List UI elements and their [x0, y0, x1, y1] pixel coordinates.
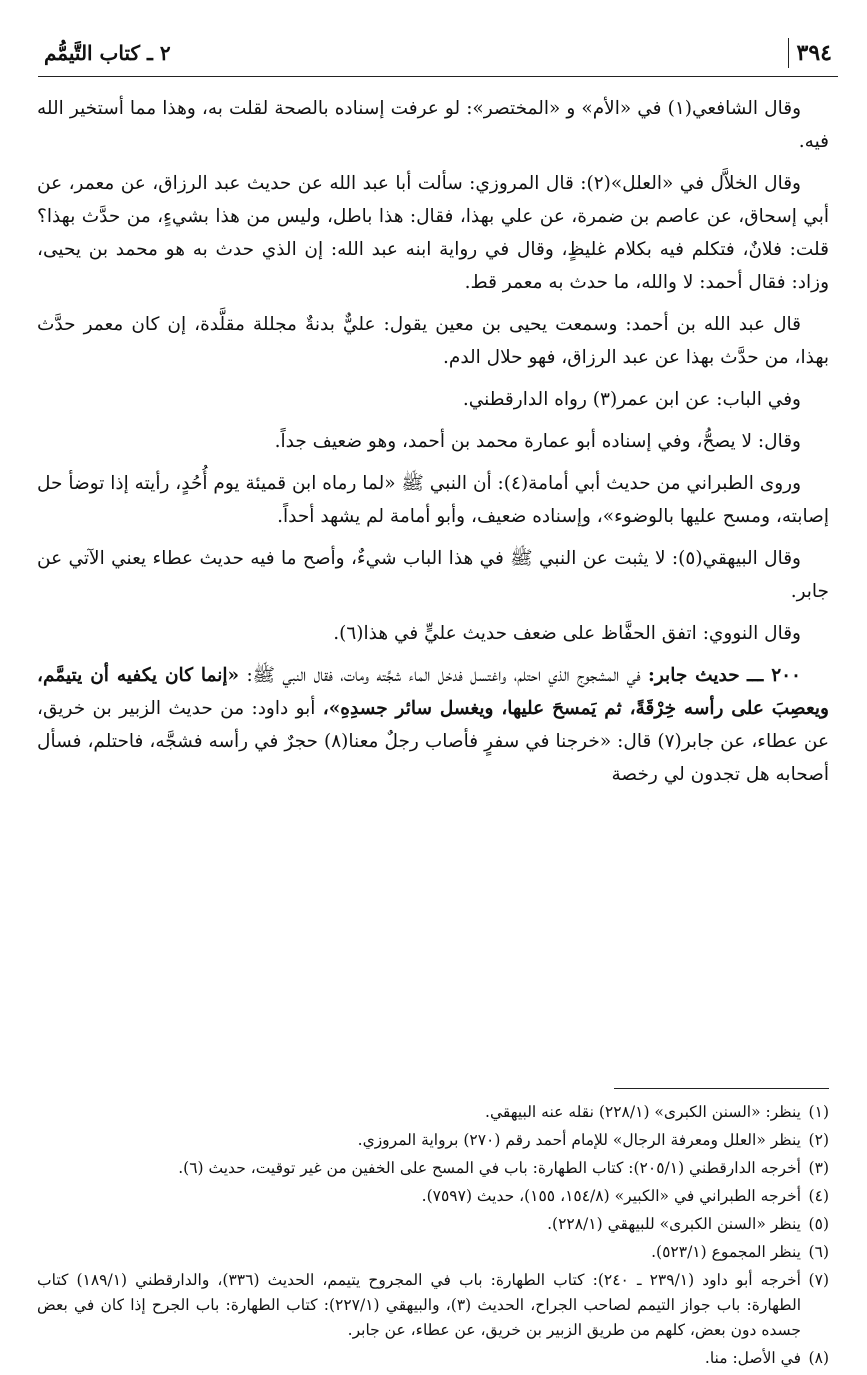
footnote-number: (٨): [808, 1349, 829, 1367]
paragraph-5: وقال: لا يصحُّ، وفي إسناده أبو عمارة محمد بن أحمد، وهو ضعيف جداً.: [274, 431, 801, 452]
paragraph-6: وروى الطبراني من حديث أبي أمامة(٤): أن النبي ﷺ «لما رماه ابن قميئة يوم أُحُدٍ، رأيته إذا توضأ حل إصابته، ومسح عليها بالوضوء»، وإسناده ضعيف، وأبو أمامة لم يشهد أحداً.: [37, 473, 829, 527]
paragraph-4: وفي الباب: عن ابن عمر(٣) رواه الدارقطني.: [462, 389, 801, 410]
footnote-text: أخرجه الطبراني في «الكبير» (١٥٤/٨، ١٥٥)، حديث (٧٥٩٧).: [421, 1187, 801, 1205]
footnote-text: ينظر: «السنن الكبرى» (٢٢٨/١) نقله عنه البيهقي.: [485, 1103, 801, 1121]
footnote-6: [37, 1240, 829, 1265]
footnote-7: [37, 1268, 829, 1343]
footnote-text: أخرجه أبو داود (٢٣٩/١ ـ ٢٤٠): كتاب الطهارة: باب في المجروح يتيمم، الحديث (٣٣٦)، والدارقطني (١٨٩/١) كتاب الطهارة: باب جواز التيمم لصاحب الجراح، الحديث (٣)، والبيهقي (٢٢٧/١): كتاب الطهارة: باب الجرح إذا كان في بعض جسده دون بعض، كلهم من طريق الزبير بن خريق، عن عطاء، عن جابر.: [37, 1271, 801, 1339]
footnotes: [37, 1100, 829, 1374]
footnote-2: [37, 1128, 829, 1153]
hadith-number: ٢٠٠ ـــ: [747, 665, 801, 686]
footnote-1: [37, 1100, 829, 1125]
footnote-number: (٥): [808, 1215, 829, 1233]
main-text: [37, 92, 829, 800]
footnote-3: [37, 1156, 829, 1181]
hadith-quote: «إنما كان يكفيه أن يتيمَّم، ويعصِبَ على رأسه خِرْقَةً، ثم يَمسحَ عليها، ويغسل سائر جسدِهِ»،: [37, 665, 829, 719]
footnote-number: (٣): [808, 1159, 829, 1177]
footnote-number: (٧): [808, 1271, 829, 1289]
footnote-number: (٢): [808, 1131, 829, 1149]
footnote-text: ينظر «السنن الكبرى» للبيهقي (٢٢٨/١).: [547, 1215, 801, 1233]
footnote-text: ينظر المجموع (٥٢٣/١).: [651, 1243, 801, 1261]
paragraph-1: وقال الشافعي(١) في «الأم» و «المختصر»: لو عرفت إسناده بالصحة لقلت به، وهذا مما أستخير الله فيه.: [37, 98, 829, 152]
page-number: ٣٩٤: [788, 38, 832, 68]
hadith-paragraph: [37, 659, 829, 791]
paragraph-3: قال عبد الله بن أحمد: وسمعت يحيى بن معين يقول: عليٌّ بدنةٌ مجللة مقلَّدة، إن كان معمر حدَّث بهذا، من حدَّث بهذا عن عبد الرزاق، فهو حلال الدم.: [37, 314, 829, 368]
footnote-number: (٤): [808, 1187, 829, 1205]
footnote-text: ينظر «العلل ومعرفة الرجال» للإمام أحمد رقم (٢٧٠) برواية المروزي.: [357, 1131, 801, 1149]
footnote-number: (١): [808, 1103, 829, 1121]
footnote-separator: [614, 1088, 829, 1089]
hadith-rest: أبو داود: من حديث الزبير بن خريق، عن عطاء، عن جابر(٧) قال: «خرجنا في سفرٍ فأصاب رجلٌ معنا(٨) حجرٌ في رأسه فشجَّه، فاحتلم، فسأل أصحابه هل تجدون لي رخصة: [37, 698, 829, 785]
footnote-5: [37, 1212, 829, 1237]
footnote-text: أخرجه الدارقطني (٢٠٥/١): كتاب الطهارة: باب في المسح على الخفين من غير توقيت، حديث (٦).: [178, 1159, 801, 1177]
paragraph-2: وقال الخلاَّل في «العلل»(٢): قال المروزي: سألت أبا عبد الله عن حديث عبد الرزاق، عن معمر، عن أبي إسحاق، عن عاصم بن ضمرة، عن علي بهذا، فقال: هذا باطل، وليس من هذا بشيءٍ، من حدَّث بهذا؟ قلت: فلانٌ، فتكلم فيه بكلام غليظٍ، وقال في رواية ابنه عبد الله: إن الذي حدث به هو محمد بن يحيى، وزاد: فقال أحمد: لا والله، ما حدث به معمر قط.: [37, 173, 829, 293]
page-header: [38, 34, 838, 77]
footnote-8: [37, 1346, 829, 1371]
footnote-number: (٦): [808, 1243, 829, 1261]
hadith-intro: في المشجوج الذي احتلم، واغتسل فدخل الماء شجَّته ومات، فقال النبي ﷺ:: [246, 665, 641, 686]
paragraph-7: وقال البيهقي(٥): لا يثبت عن النبي ﷺ في هذا الباب شيءٌ، وأصح ما فيه حديث عطاء يعني الآتي عن جابر.: [37, 548, 829, 602]
paragraph-8: وقال النووي: اتفق الحفَّاظ على ضعف حديث عليٍّ في هذا(٦).: [333, 623, 801, 644]
running-title: ٢ ـ كتاب التَّيمُّم: [44, 41, 171, 65]
footnote-4: [37, 1184, 829, 1209]
footnote-text: في الأصل: منا.: [704, 1349, 801, 1367]
hadith-title: حديث جابر:: [648, 665, 740, 686]
